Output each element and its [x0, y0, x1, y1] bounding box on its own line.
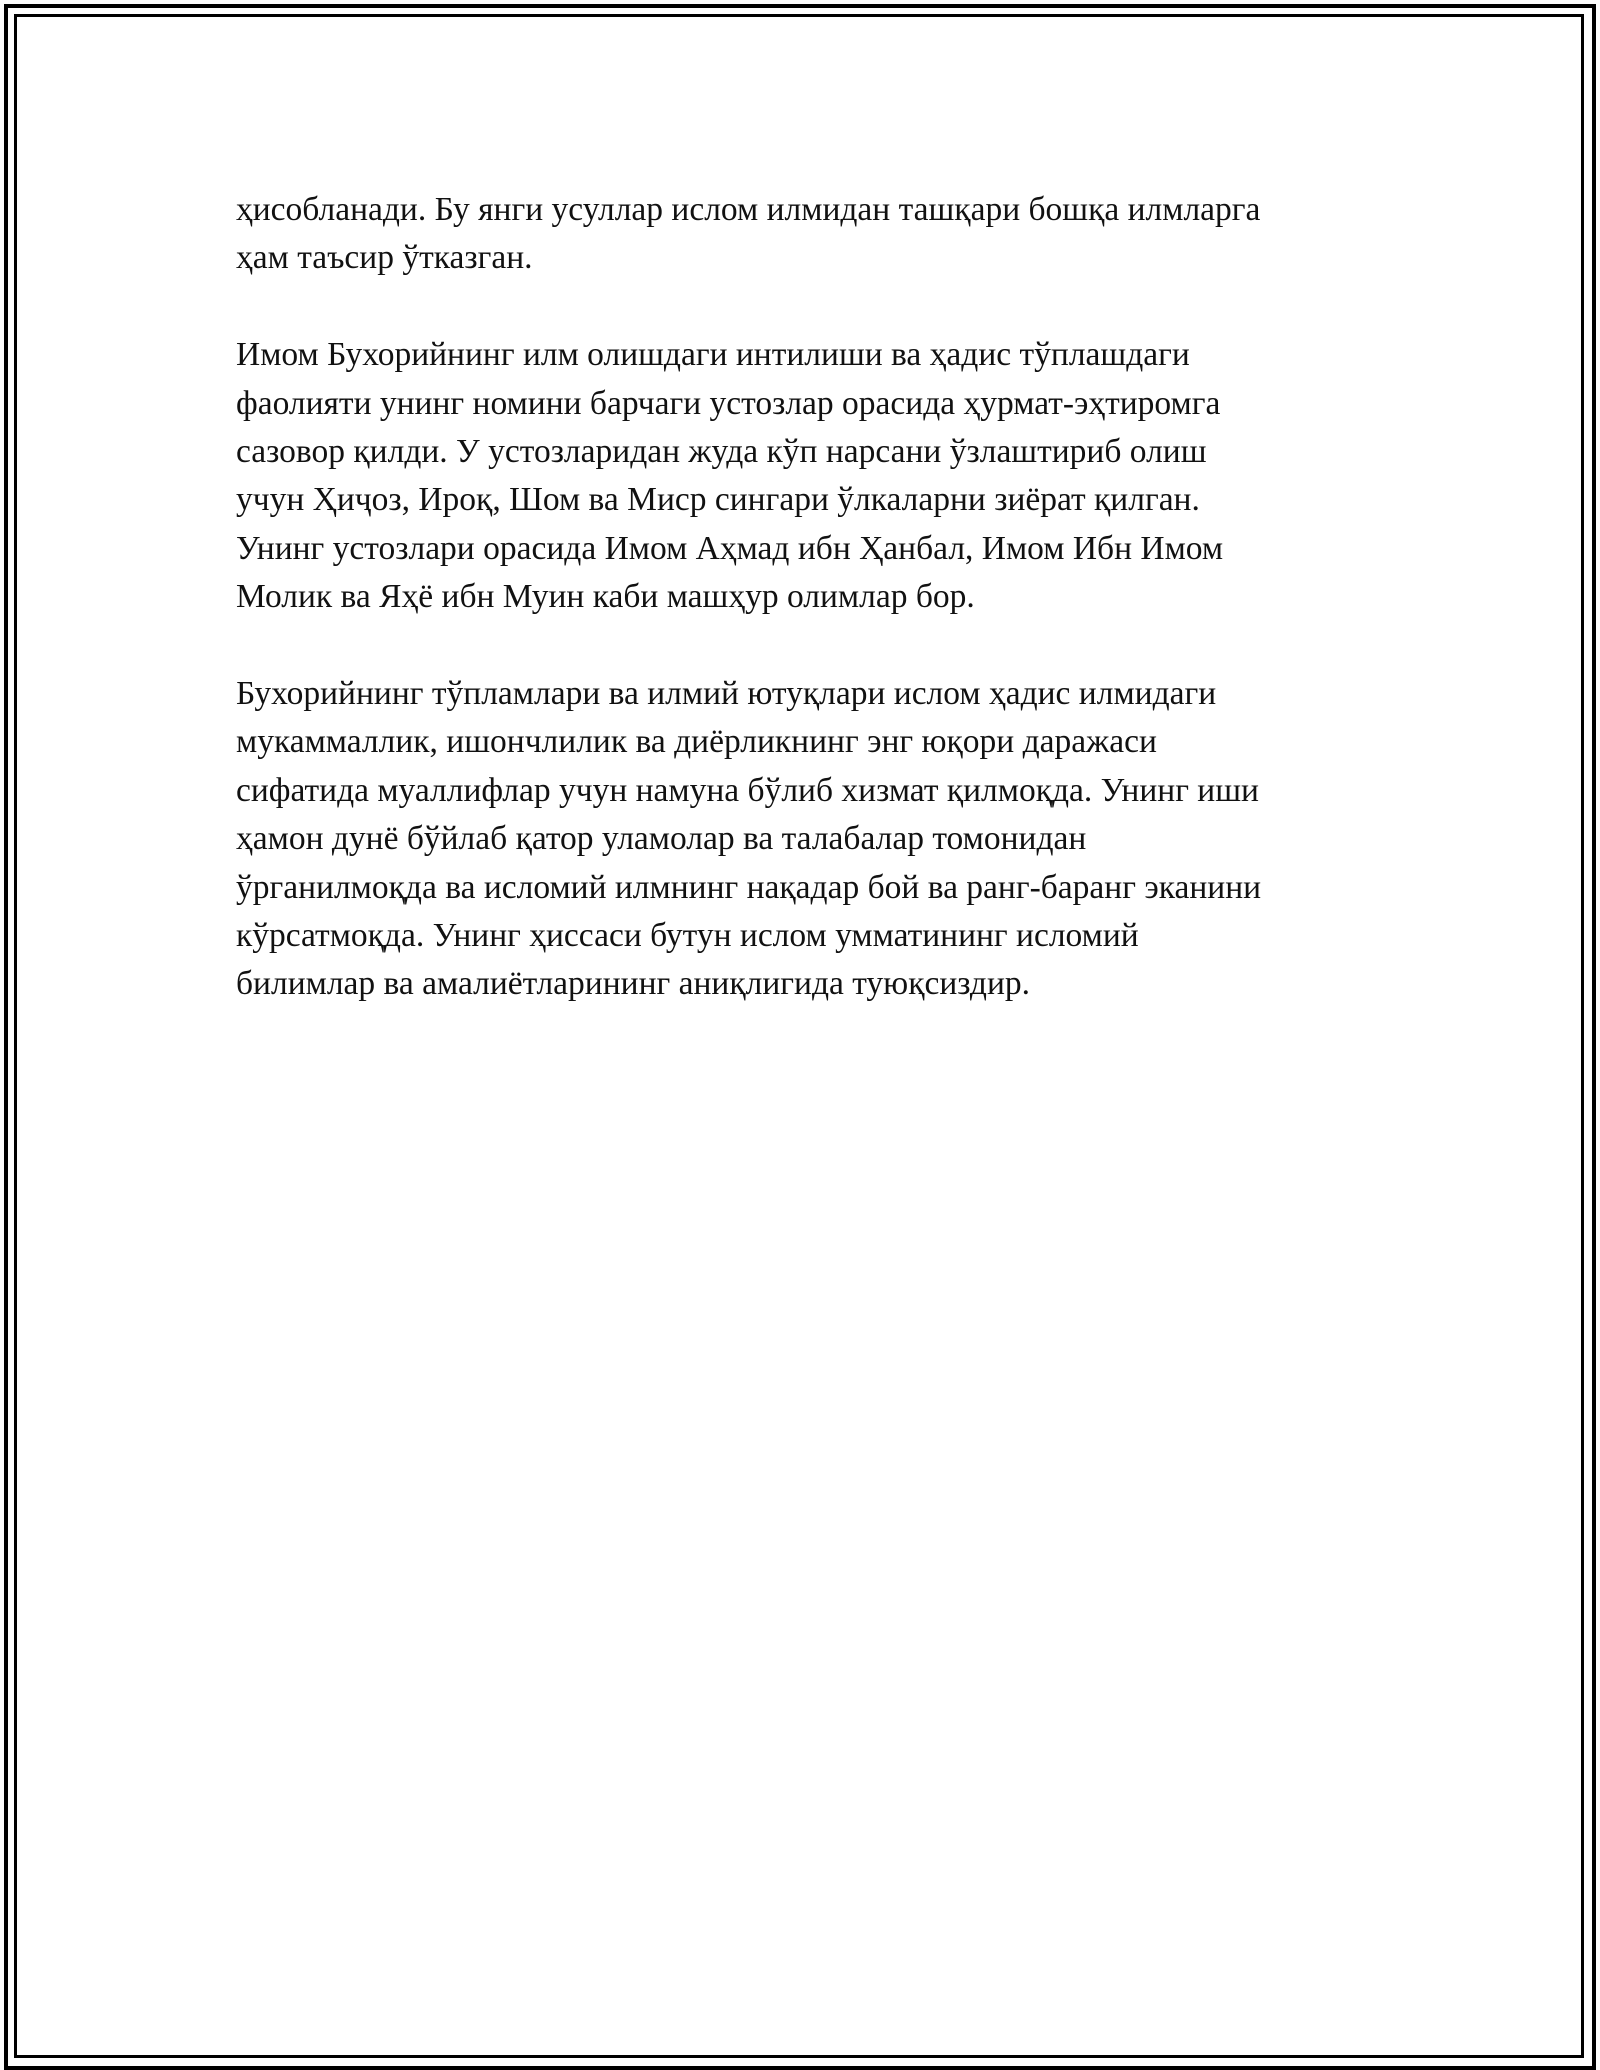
text-line: кўрсатмоқда. Унинг ҳиссаси бутун ислом умматининг исломий [236, 917, 1139, 955]
paragraph-2 [236, 331, 1396, 621]
text-line: ҳам таъсир ўтказган. [236, 239, 533, 277]
text-line: мукаммаллик, ишончлилик ва диёрликнинг энг юқори даражаси [236, 723, 1157, 761]
paragraph-1 [236, 186, 1396, 283]
paragraph-3 [236, 670, 1396, 1009]
text-line: ўрганилмоқда ва исломий илмнинг нақадар бой ва ранг-баранг эканини [236, 868, 1262, 906]
text-line: ҳисобланади. Бу янги усуллар ислом илмидан ташқари бошқа илмларга [236, 191, 1261, 228]
text-line: Молик ва Яҳё ибн Муин каби машҳур олимлар бор. [236, 578, 975, 616]
text-line: Бухорийнинг тўпламлари ва илмий ютуқлари ислом ҳадис илмидаги [236, 675, 1217, 713]
document-body [236, 186, 1396, 1057]
text-line: Унинг устозлари орасида Имом Аҳмад ибн Ҳанбал, Имом Ибн Имом [236, 529, 1224, 567]
text-line: фаолияти унинг номини барчаги устозлар орасида ҳурмат-эҳтиромга [236, 384, 1221, 422]
text-line: ҳамон дунё бўйлаб қатор уламолар ва талабалар томонидан [236, 820, 1087, 858]
text-line: билимлар ва амалиётларининг аниқлигида туюқсиздир. [236, 965, 1031, 1003]
text-line: сифатида муаллифлар учун намуна бўлиб хизмат қилмоқда. Унинг иши [236, 771, 1259, 809]
text-line: учун Ҳиҷоз, Ироқ, Шом ва Миср сингари ўлкаларни зиёрат қилган. [236, 481, 1200, 519]
text-line: Имом Бухорийнинг илм олишдаги интилиши ва ҳадис тўплашдаги [236, 336, 1190, 374]
text-line: сазовор қилди. У устозларидан жуда кўп нарсани ўзлаштириб олиш [236, 433, 1207, 471]
